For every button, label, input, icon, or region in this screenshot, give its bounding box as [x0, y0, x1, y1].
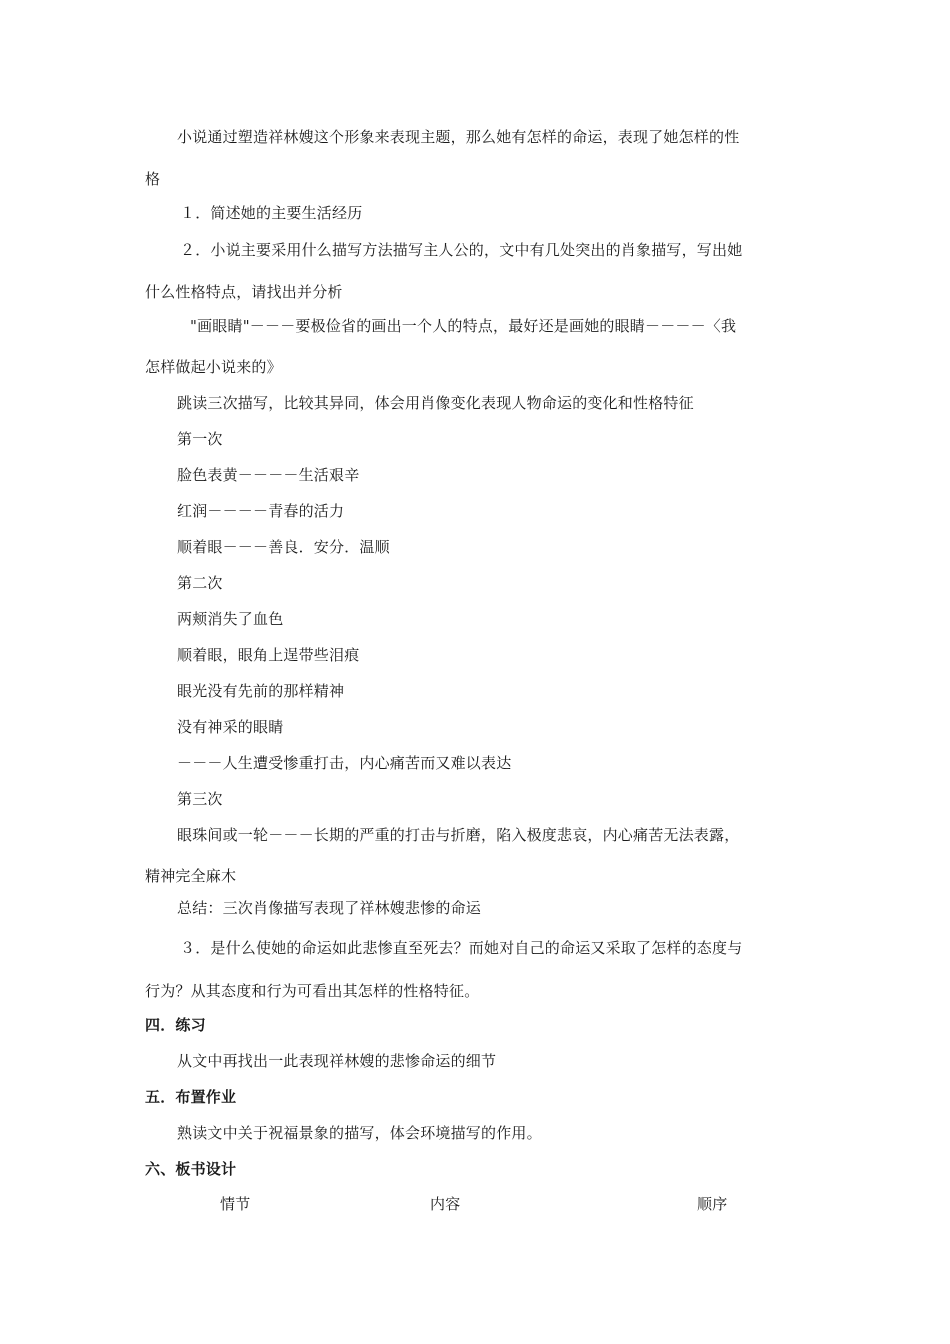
second-time-item-3: 眼光没有先前的那样精神	[177, 682, 345, 700]
third-time-item-1-cont: 精神完全麻木	[145, 867, 237, 885]
first-time-heading: 第一次	[177, 430, 223, 448]
summary-line: 总结：三次肖像描写表现了祥林嫂悲惨的命运	[177, 899, 482, 917]
question-1: １．简述她的主要生活经历	[180, 204, 363, 222]
first-time-item-2: 红润－－－－青春的活力	[177, 502, 345, 520]
second-time-item-1: 两颊消失了血色	[177, 610, 284, 628]
quote-line: "画眼睛"－－－要极俭省的画出一个人的特点，最好还是画她的眼睛－－－－〈我	[190, 317, 737, 335]
section-4-heading: 四．练习	[145, 1016, 206, 1034]
first-time-item-1: 脸色表黄－－－－生活艰辛	[177, 466, 360, 484]
question-2-cont: 什么性格特点，请找出并分析	[145, 283, 343, 301]
second-time-summary: －－－人生遭受惨重打击，内心痛苦而又难以表达	[177, 754, 512, 772]
section-5-heading: 五．布置作业	[145, 1088, 237, 1106]
table-header-content: 内容	[430, 1195, 461, 1213]
first-time-item-3: 顺着眼－－－善良．安分．温顺	[177, 538, 390, 556]
question-3: ３．是什么使她的命运如此悲惨直至死去？而她对自己的命运又采取了怎样的态度与	[180, 939, 743, 957]
section-6-heading: 六、板书设计	[145, 1160, 237, 1178]
skim-instruction: 跳读三次描写，比较其异同，体会用肖像变化表现人物命运的变化和性格特征	[177, 394, 694, 412]
table-header-order: 顺序	[697, 1195, 728, 1213]
section-5-body: 熟读文中关于祝福景象的描写，体会环境描写的作用。	[177, 1124, 542, 1142]
paragraph-intro: 小说通过塑造祥林嫂这个形象来表现主题，那么她有怎样的命运，表现了她怎样的性	[177, 128, 740, 146]
third-time-item-1: 眼珠间或一轮－－－长期的严重的打击与折磨，陷入极度悲哀，内心痛苦无法表露，	[177, 826, 740, 844]
question-3-cont: 行为？从其态度和行为可看出其怎样的性格特征。	[145, 982, 480, 1000]
third-time-heading: 第三次	[177, 790, 223, 808]
section-4-body: 从文中再找出一此表现祥林嫂的悲惨命运的细节	[177, 1052, 497, 1070]
second-time-heading: 第二次	[177, 574, 223, 592]
question-2: ２．小说主要采用什么描写方法描写主人公的，文中有几处突出的肖象描写，写出她	[180, 241, 743, 259]
second-time-item-2: 顺着眼，眼角上逞带些泪痕	[177, 646, 360, 664]
table-header-plot: 情节	[220, 1195, 251, 1213]
quote-line-cont: 怎样做起小说来的》	[145, 358, 282, 376]
second-time-item-4: 没有神采的眼睛	[177, 718, 284, 736]
paragraph-intro-cont: 格	[145, 170, 161, 188]
